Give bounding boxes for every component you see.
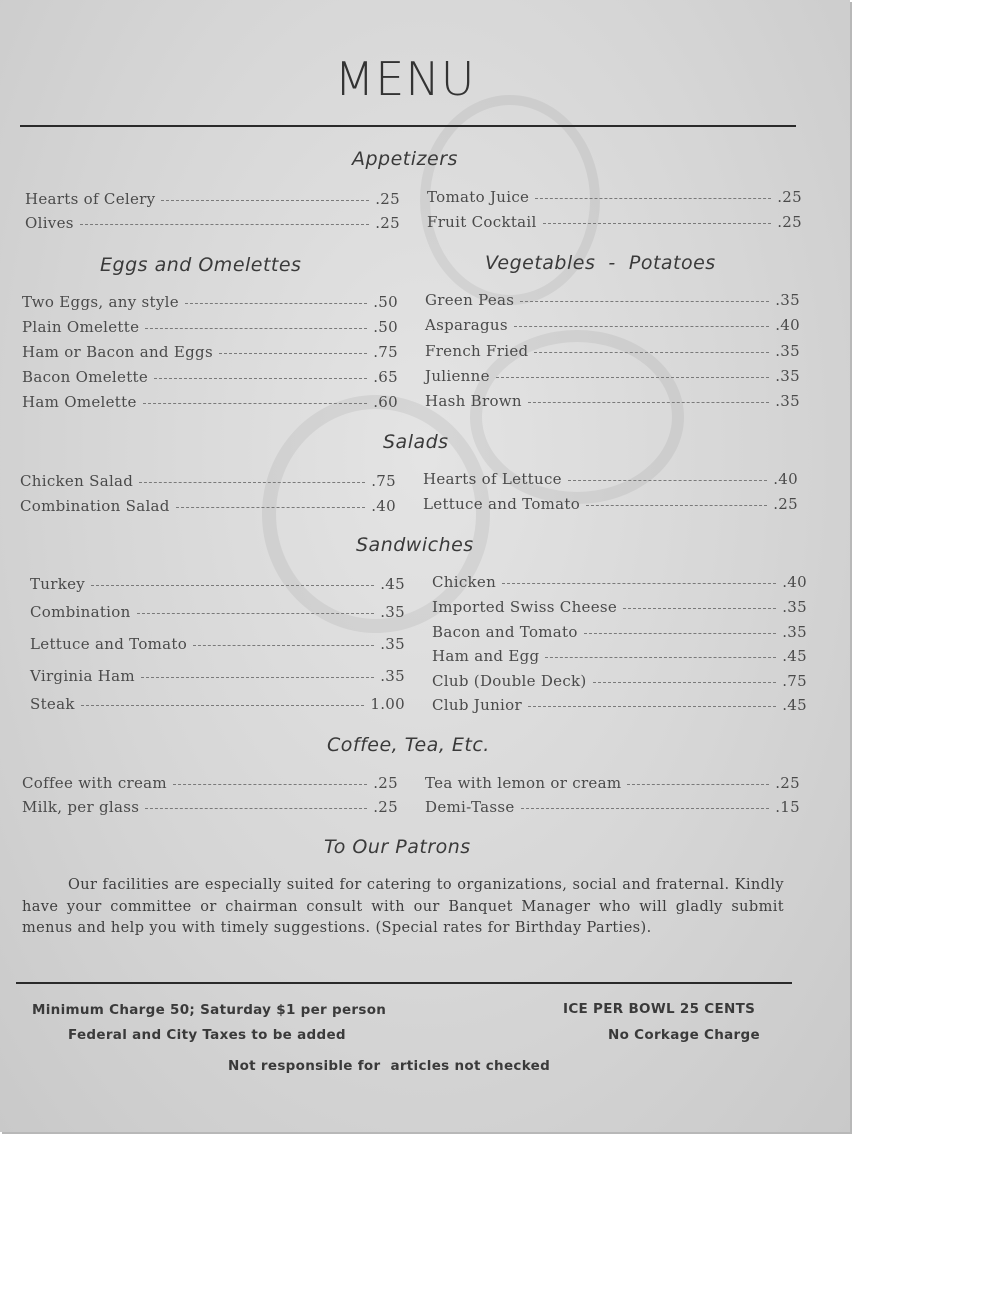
- heading-eggs-omelettes: Eggs and Omelettes: [100, 254, 302, 276]
- menu-item: Tomato Juice .25: [427, 188, 802, 206]
- bottom-rule: [16, 982, 792, 984]
- menu-item: Lettuce and Tomato .35: [30, 635, 405, 653]
- ice-note: ICE PER BOWL 25 CENTS: [563, 1001, 756, 1017]
- menu-item: Lettuce and Tomato .25: [423, 495, 798, 513]
- menu-item: Coffee with cream .25: [22, 774, 398, 792]
- minimum-charge-note: Minimum Charge 50; Saturday $1 per person: [32, 1002, 387, 1018]
- top-rule: [20, 125, 796, 127]
- menu-item: Combination Salad .40: [20, 497, 396, 515]
- heading-sandwiches: Sandwiches: [356, 534, 474, 556]
- corkage-note: No Corkage Charge: [608, 1027, 760, 1043]
- menu-item: Green Peas .35: [425, 291, 800, 309]
- menu-item: Combination .35: [30, 603, 405, 621]
- menu-item: Club Junior .45: [432, 696, 807, 714]
- patrons-paragraph: Our facilities are especially suited for catering to organizations, social and fraternal. Kindly have your committee or chairman consult with our Banquet Manager who will gladly submit menus and help you with timely suggestions. (Special rates for Birthday Parties).: [22, 877, 784, 936]
- heading-vegetables-potatoes: Vegetables - Potatoes: [485, 252, 716, 274]
- menu-item: Club (Double Deck) .75: [432, 672, 807, 690]
- menu-item: Olives .25: [25, 214, 400, 232]
- menu-item: Bacon and Tomato .35: [432, 623, 807, 641]
- menu-item: French Fried .35: [425, 342, 800, 360]
- menu-item: Imported Swiss Cheese .35: [432, 598, 807, 616]
- menu-item: Turkey .45: [30, 575, 405, 593]
- menu-item: Hearts of Celery .25: [25, 190, 400, 208]
- menu-item: Ham and Egg .45: [432, 647, 807, 665]
- menu-item: Milk, per glass .25: [22, 798, 398, 816]
- menu-item: Fruit Cocktail .25: [427, 213, 802, 231]
- menu-item: Bacon Omelette .65: [22, 368, 398, 386]
- heading-appetizers: Appetizers: [352, 148, 458, 170]
- menu-item: Steak 1.00: [30, 695, 405, 713]
- menu-item: Chicken .40: [432, 573, 807, 591]
- heading-salads: Salads: [383, 431, 449, 453]
- heading-coffee-tea: Coffee, Tea, Etc.: [327, 734, 490, 756]
- menu-item: Julienne .35: [425, 367, 800, 385]
- menu-item: Ham Omelette .60: [22, 393, 398, 411]
- menu-item: Tea with lemon or cream .25: [425, 774, 800, 792]
- menu-item: Asparagus .40: [425, 316, 800, 334]
- menu-title: MENU: [334, 52, 476, 106]
- menu-item: Ham or Bacon and Eggs .75: [22, 343, 398, 361]
- menu-item: Hash Brown .35: [425, 392, 800, 410]
- menu-item: Plain Omelette .50: [22, 318, 398, 336]
- menu-item: Two Eggs, any style .50: [22, 293, 398, 311]
- menu-item: Hearts of Lettuce .40: [423, 470, 798, 488]
- responsibility-note: Not responsible for articles not checked: [228, 1058, 551, 1074]
- menu-item: Virginia Ham .35: [30, 667, 405, 685]
- menu-item: Chicken Salad .75: [20, 472, 396, 490]
- heading-to-our-patrons: To Our Patrons: [324, 836, 471, 858]
- taxes-note: Federal and City Taxes to be added: [68, 1027, 346, 1043]
- menu-item: Demi-Tasse .15: [425, 798, 800, 816]
